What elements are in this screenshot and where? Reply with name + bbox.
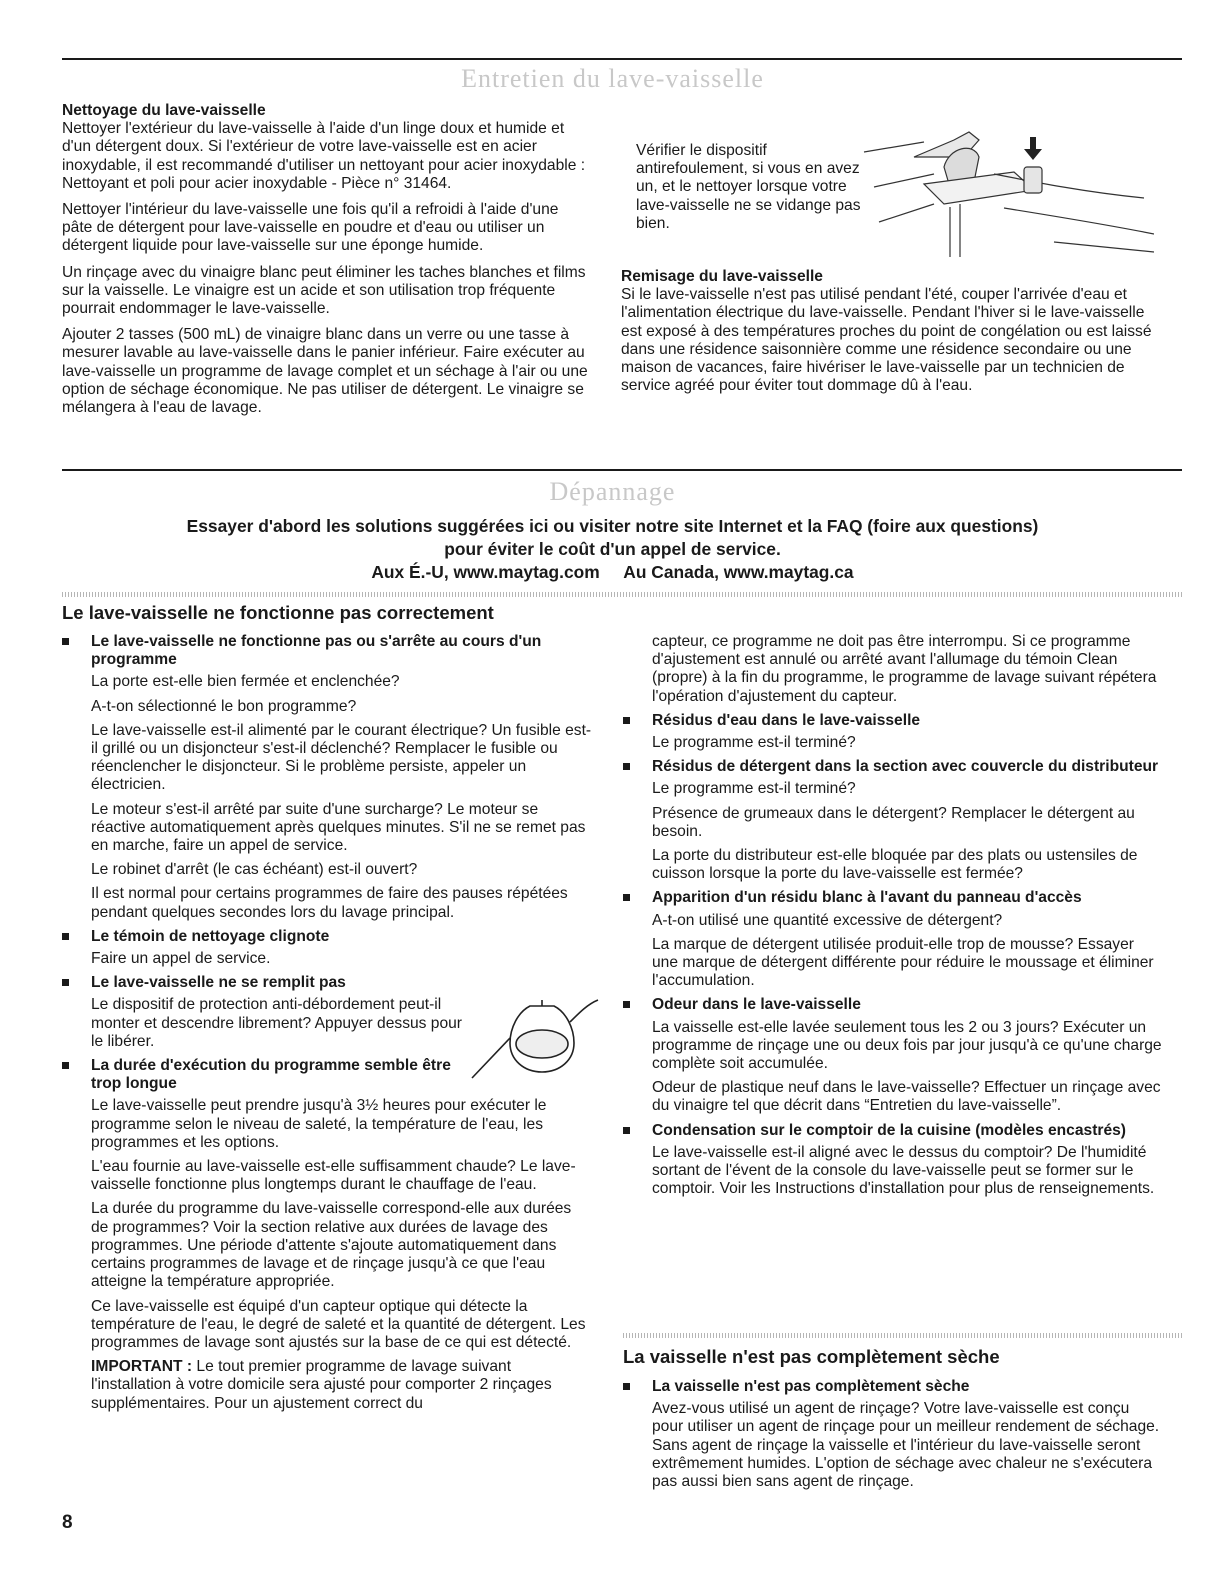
problem-item xyxy=(623,996,1163,1115)
section-title-maintenance: Entretien du lave-vaisselle xyxy=(461,64,764,93)
cleaning-para: Nettoyer l'intérieur du lave-vaisselle une fois qu'il a refroidi à l'aide d'une pâte de détergent pour lave-vaisselle en poudre et d'eau ou utiliser un détergent liquide pour lave-vaisselle sur une éponge humide. xyxy=(62,201,559,255)
problem-para: La marque de détergent utilisée produit-elle trop de mousse? Essayer une marque de détergent différente pour réduire le moussage et éliminer l'accumulation. xyxy=(652,935,1154,990)
bullet xyxy=(62,1062,69,1069)
problem-title: Résidus d'eau dans le lave-vaisselle xyxy=(652,711,921,729)
dotted-divider-right xyxy=(623,1333,1183,1338)
page-number: 8 xyxy=(62,1512,73,1533)
problem-title: Le lave-vaisselle ne se remplit pas xyxy=(91,974,346,992)
problem-para: Il est normal pour certains programmes de faire des pauses répétées pendant quelques secondes lors du lavage principal. xyxy=(91,885,568,921)
airgap-text: Vérifier le dispositif antirefoulement, si vous en avez un, et le nettoyer lorsque votre lave-vaisselle ne se vidange pas bien. xyxy=(636,142,861,232)
problem-item xyxy=(623,758,1163,883)
dry-column xyxy=(623,1378,1163,1497)
continuation-text: capteur, ce programme ne doit pas être interrompu. Si ce programme d'ajustement est annulé ou arrêté avant l'allumage du témoin Clean (propre) à la fin du programme, le programme de lavage suivant répétera l'opération d'ajustement du capteur. xyxy=(652,633,1157,705)
problem-para: Faire un appel de service. xyxy=(91,950,271,968)
problem-para: A-t-on utilisé une quantité excessive de détergent? xyxy=(652,911,1003,929)
problem-para: Le lave-vaisselle peut prendre jusqu'à 3½ heures pour exécuter le programme selon le niveau de saleté, la température de l'eau, les programmes et les options. xyxy=(91,1097,547,1151)
problem-para: Le robinet d'arrêt (le cas échéant) est-il ouvert? xyxy=(91,861,418,879)
problem-title: La vaisselle n'est pas complètement sèche xyxy=(652,1378,970,1395)
bullet xyxy=(623,763,630,770)
problem-para: Odeur de plastique neuf dans le lave-vaisselle? Effectuer un rinçage avec du vinaigre tel que décrit dans “Entretien du lave-vaisselle”. xyxy=(652,1079,1161,1115)
problem-title: Odeur dans le lave-vaisselle xyxy=(652,996,861,1014)
storage-text: Si le lave-vaisselle n'est pas utilisé pendant l'été, couper l'arrivée d'eau et l'alimentation électrique du lave-vaisselle. Pendant l'hiver si le lave-vaisselle est exposé à des températures proches du point de congélation ou est laissé dans une résidence saisonnière comme une résidence secondaire ou une maison de vacances, faire hivériser le lave-vaisselle par un technicien de service agréé pour éviter tout dommage dû à l'eau. xyxy=(621,286,1152,395)
problem-item xyxy=(623,1122,1163,1199)
air-gap-faucet-illustration xyxy=(854,112,1154,262)
problem-item xyxy=(62,633,592,922)
problem-para: Ce lave-vaisselle est équipé d'un capteur optique qui détecte la température de l'eau, le degré de saleté et la quantité de détergent. Les programmes de lavage sont ajustés sur la base de ce qui est détecté. xyxy=(91,1297,586,1351)
problem-para: L'eau fournie au lave-vaisselle est-elle suffisamment chaude? Le lave-vaisselle fonctionne plus longtemps durant le chauffage de l'eau. xyxy=(91,1158,576,1194)
cleaning-para: Nettoyer l'extérieur du lave-vaisselle à l'aide d'un linge doux et humide et d'un détergent doux. Si l'extérieur de votre lave-vaisselle est en acier inoxydable, il est recommandé d'utiliser un nettoyant pour acier inoxydable : Nettoyant et poli pour acier inoxydable - Pièce n° 31464. xyxy=(62,120,586,192)
bullet xyxy=(623,894,630,901)
important-text: Le tout premier programme de lavage suivant l'installation à votre domicile sera ajusté pour comporter 2 rinçages supplémentaires. Pour un ajustement correct du xyxy=(91,1358,552,1412)
problem-para: La durée du programme du lave-vaisselle correspond-elle aux durées de programmes? Voir la section relative aux durées de lavage des programmes. Une période d'attente s'ajoute automatiquement dans certains programmes de lavage et de rinçage jusqu'à ce que l'eau atteigne la température appropriée. xyxy=(91,1200,572,1291)
bullet xyxy=(62,638,69,645)
problem-title: Apparition d'un résidu blanc à l'avant du panneau d'accès xyxy=(652,889,1082,907)
bullet xyxy=(623,1001,630,1008)
problem-para: Le moteur s'est-il arrêté par suite d'une surcharge? Le moteur se réactive automatiquement après quelques minutes. S'il ne se remet pas en marche, faire un appel de service. xyxy=(91,800,586,855)
callout-line-3: Aux É.-U, www.maytag.com Au Canada, www.maytag.ca xyxy=(371,562,854,582)
problem-para: Le lave-vaisselle est-il aligné avec le dessus du comptoir? De l'humidité sortant de l'évent de la console du lave-vaisselle peut se former sur le comptoir. Voir les Instructions d'installation pour plus de renseignements. xyxy=(652,1143,1155,1198)
bullet xyxy=(623,1383,630,1390)
problem-para: Avez-vous utilisé un agent de rinçage? Votre lave-vaisselle est conçu pour utiliser un agent de rinçage pour un meilleur rendement de séchage. Sans agent de rinçage la vaisselle et l'intérieur du lave-vaisselle seront extrêmement humides. L'option de séchage avec chaleur ne s'exécutera pas aussi bien sans agent de rinçage. xyxy=(652,1400,1160,1491)
cleaning-heading: Nettoyage du lave-vaisselle xyxy=(62,102,266,119)
problem-para: Le dispositif de protection anti-débordement peut-il monter et descendre librement? Appuyer dessus pour le libérer. xyxy=(91,996,462,1050)
problem-para: Le programme est-il terminé? xyxy=(652,734,856,752)
maintenance-right-column xyxy=(621,268,1161,403)
callout-line-1: Essayer d'abord les solutions suggérées ici ou visiter notre site Internet et la FAQ (foire aux questions) xyxy=(186,516,1039,536)
problem-para: Le lave-vaisselle est-il alimenté par le courant électrique? Un fusible est-il grillé ou un disjoncteur s'est-il déclenché? Remplacer le fusible ou réenclencher le disjoncteur. Si le problème persiste, appeler un électricien. xyxy=(91,721,592,794)
problem-title: Le témoin de nettoyage clignote xyxy=(91,927,330,945)
callout-line-2: pour éviter le coût d'un appel de service. xyxy=(444,539,781,559)
problem-para: Présence de grumeaux dans le détergent? Remplacer le détergent au besoin. xyxy=(652,804,1135,840)
dotted-divider xyxy=(62,592,1182,597)
continuation-block xyxy=(623,633,1163,706)
problem-para: La porte est-elle bien fermée et enclenchée? xyxy=(91,673,400,691)
problem-item xyxy=(62,1057,592,1413)
problem-title: Résidus de détergent dans la section avec couvercle du distributeur xyxy=(652,758,1159,776)
problem-para: Le programme est-il terminé? xyxy=(652,780,856,798)
middle-rule xyxy=(62,469,1182,471)
bullet xyxy=(62,979,69,986)
problem-title: La durée d'exécution du programme semble être trop longue xyxy=(91,1057,451,1093)
bullet xyxy=(62,933,69,940)
problem-title: Condensation sur le comptoir de la cuisine (modèles encastrés) xyxy=(652,1121,1127,1139)
problem-para: La vaisselle est-elle lavée seulement tous les 2 ou 3 jours? Exécuter un programme de rinçage une ou deux fois par jour jusqu'à ce qu'une charge complète soit accumulée. xyxy=(652,1018,1162,1073)
maintenance-left-column xyxy=(62,102,592,425)
problem-title: Le lave-vaisselle ne fonctionne pas ou s'arrête au cours d'un programme xyxy=(91,633,542,669)
bullet xyxy=(623,717,630,724)
subhead-not-dry: La vaisselle n'est pas complètement sèche xyxy=(623,1346,1000,1367)
important-label: IMPORTANT : xyxy=(91,1358,193,1376)
problem-item xyxy=(62,928,592,968)
problem-item xyxy=(623,889,1163,990)
storage-heading: Remisage du lave-vaisselle xyxy=(621,268,823,285)
problem-item xyxy=(623,1378,1163,1491)
problem-item xyxy=(62,974,471,1051)
float-illustration xyxy=(470,998,600,1084)
problem-para: La porte du distributeur est-elle bloquée par des plats ou ustensiles de cuisson lorsque la porte du lave-vaisselle est fermée? xyxy=(652,847,1138,883)
top-rule xyxy=(62,58,1182,60)
problem-item xyxy=(623,712,1163,752)
subhead-not-working: Le lave-vaisselle ne fonctionne pas correctement xyxy=(62,602,494,623)
troubleshooting-right-column xyxy=(623,633,1163,1204)
cleaning-para: Un rinçage avec du vinaigre blanc peut éliminer les taches blanches et films sur la vaisselle. Le vinaigre est un acide et son utilisation trop fréquente pourrait endommager le lave-vaisselle. xyxy=(62,263,586,318)
section-title-troubleshooting: Dépannage xyxy=(549,477,676,506)
important-para xyxy=(91,1358,592,1413)
cleaning-para: Ajouter 2 tasses (500 mL) de vinaigre blanc dans un verre ou une tasse à mesurer lavable au lave-vaisselle dans le panier inférieur. Faire exécuter au lave-vaisselle un programme de lavage complet et un séchage à l'air ou une option de séchage économique. Ne pas utiliser de détergent. Le vinaigre se mélangera à l'eau de lavage. xyxy=(62,326,588,417)
problem-para: A-t-on sélectionné le bon programme? xyxy=(91,697,357,715)
bullet xyxy=(623,1127,630,1134)
